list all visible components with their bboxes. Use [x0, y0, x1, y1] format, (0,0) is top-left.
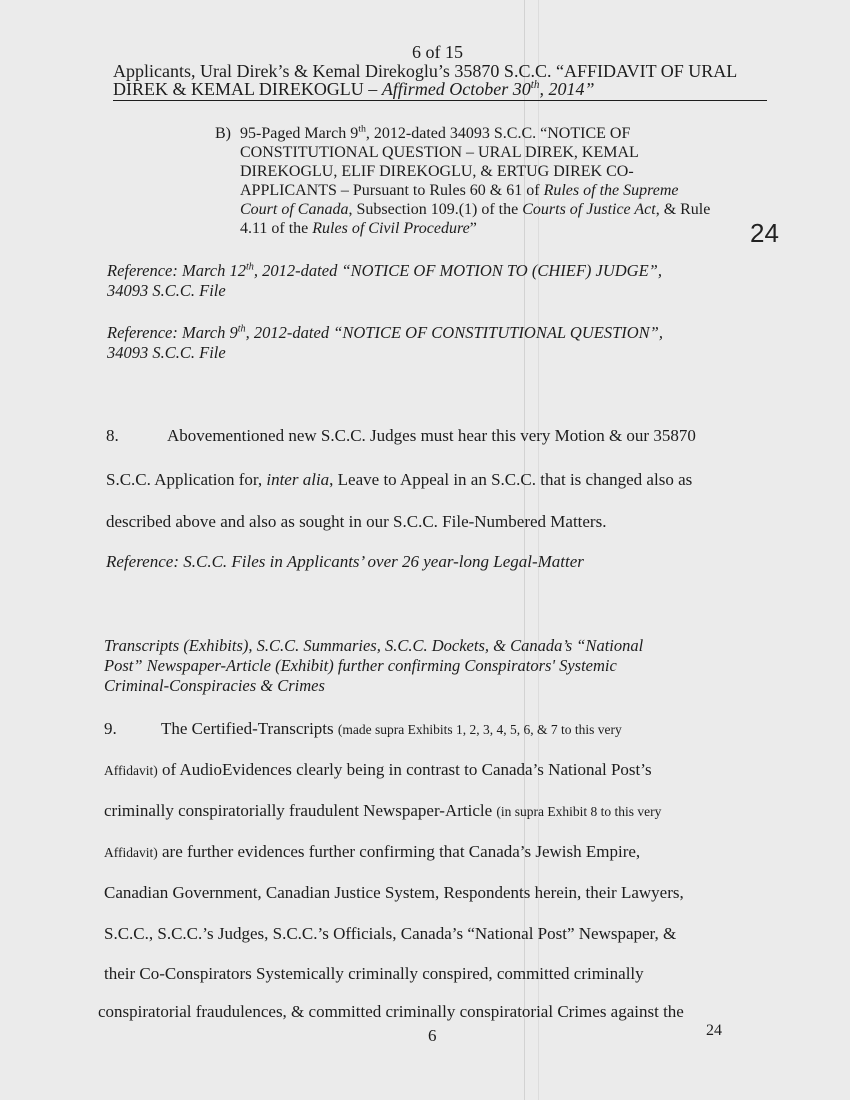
page-of-label: 6 of 15 — [412, 42, 463, 62]
footer-margin-number: 24 — [706, 1022, 722, 1039]
item-b-line-1: 95-Paged March 9th, 2012-dated 34093 S.C.C. “NOTICE OF — [240, 123, 631, 142]
reference-1-line-1: Reference: March 12th, 2012-dated “NOTICE OF MOTION TO (CHIEF) JUDGE”, — [107, 261, 662, 280]
section-heading-line-2: Post” Newspaper-Article (Exhibit) further confirming Conspirators' Systemic — [104, 656, 617, 675]
para-8-reference: Reference: S.C.C. Files in Applicants’ over 26 year-long Legal-Matter — [106, 552, 584, 571]
para-8-line-3: described above and also as sought in our S.C.C. File-Numbered Matters. — [106, 512, 607, 531]
para-9-line-2: Affidavit) of AudioEvidences clearly being in contrast to Canada’s National Post’s — [104, 760, 652, 779]
section-heading-line-3: Criminal-Conspiracies & Crimes — [104, 676, 325, 695]
item-b-line-6: 4.11 of the Rules of Civil Procedure” — [240, 220, 477, 237]
reference-2-line-1: Reference: March 9th, 2012-dated “NOTICE OF CONSTITUTIONAL QUESTION”, — [107, 323, 663, 342]
item-b-marker: B) — [215, 125, 231, 142]
para-9-line-4: Affidavit) are further evidences further confirming that Canada’s Jewish Empire, — [104, 842, 641, 861]
item-b-line-3: DIREKOGLU, ELIF DIREKOGLU, & ERTUG DIREK CO- — [240, 163, 634, 180]
para-9-line-3: criminally conspiratorially fraudulent Newspaper-Article (in supra Exhibit 8 to this very — [104, 801, 662, 820]
footer-page-number: 6 — [428, 1026, 437, 1045]
para-9-line-6: S.C.C., S.C.C.’s Judges, S.C.C.’s Officials, Canada’s “National Post” Newspaper, & — [104, 924, 677, 943]
para-8-line-2: S.C.C. Application for, inter alia, Leave to Appeal in an S.C.C. that is changed also as — [106, 470, 693, 489]
margin-page-number: 24 — [750, 218, 779, 248]
header-line-2: DIREK & KEMAL DIREKOGLU – Affirmed October 30th, 2014” — [113, 79, 595, 99]
para-9-line-8: conspiratorial fraudulences, & committed criminally conspiratorial Crimes against the — [98, 1002, 684, 1021]
reference-2-line-2: 34093 S.C.C. File — [107, 343, 226, 362]
para-9-line-5: Canadian Government, Canadian Justice System, Respondents herein, their Lawyers, — [104, 883, 684, 902]
reference-1-line-2: 34093 S.C.C. File — [107, 281, 226, 300]
item-b-line-4: APPLICANTS – Pursuant to Rules 60 & 61 of Rules of the Supreme — [240, 182, 679, 199]
para-8-number: 8. — [106, 426, 119, 445]
item-b-line-2: CONSTITUTIONAL QUESTION – URAL DIREK, KEMAL — [240, 144, 639, 161]
header-underline — [113, 100, 767, 101]
para-9-line-1: The Certified-Transcripts (made supra Exhibits 1, 2, 3, 4, 5, 6, & 7 to this very — [161, 719, 622, 738]
header-line-1: Applicants, Ural Direk’s & Kemal Direkoglu’s 35870 S.C.C. “AFFIDAVIT OF URAL — [113, 61, 738, 81]
para-9-line-7: their Co-Conspirators Systemically criminally conspired, committed criminally — [104, 964, 644, 983]
item-b-line-5: Court of Canada, Subsection 109.(1) of the Courts of Justice Act, & Rule — [240, 201, 711, 218]
section-heading-line-1: Transcripts (Exhibits), S.C.C. Summaries, S.C.C. Dockets, & Canada’s “National — [104, 636, 644, 655]
para-9-number: 9. — [104, 719, 117, 738]
para-8-line-1: Abovementioned new S.C.C. Judges must hear this very Motion & our 35870 — [167, 426, 696, 445]
